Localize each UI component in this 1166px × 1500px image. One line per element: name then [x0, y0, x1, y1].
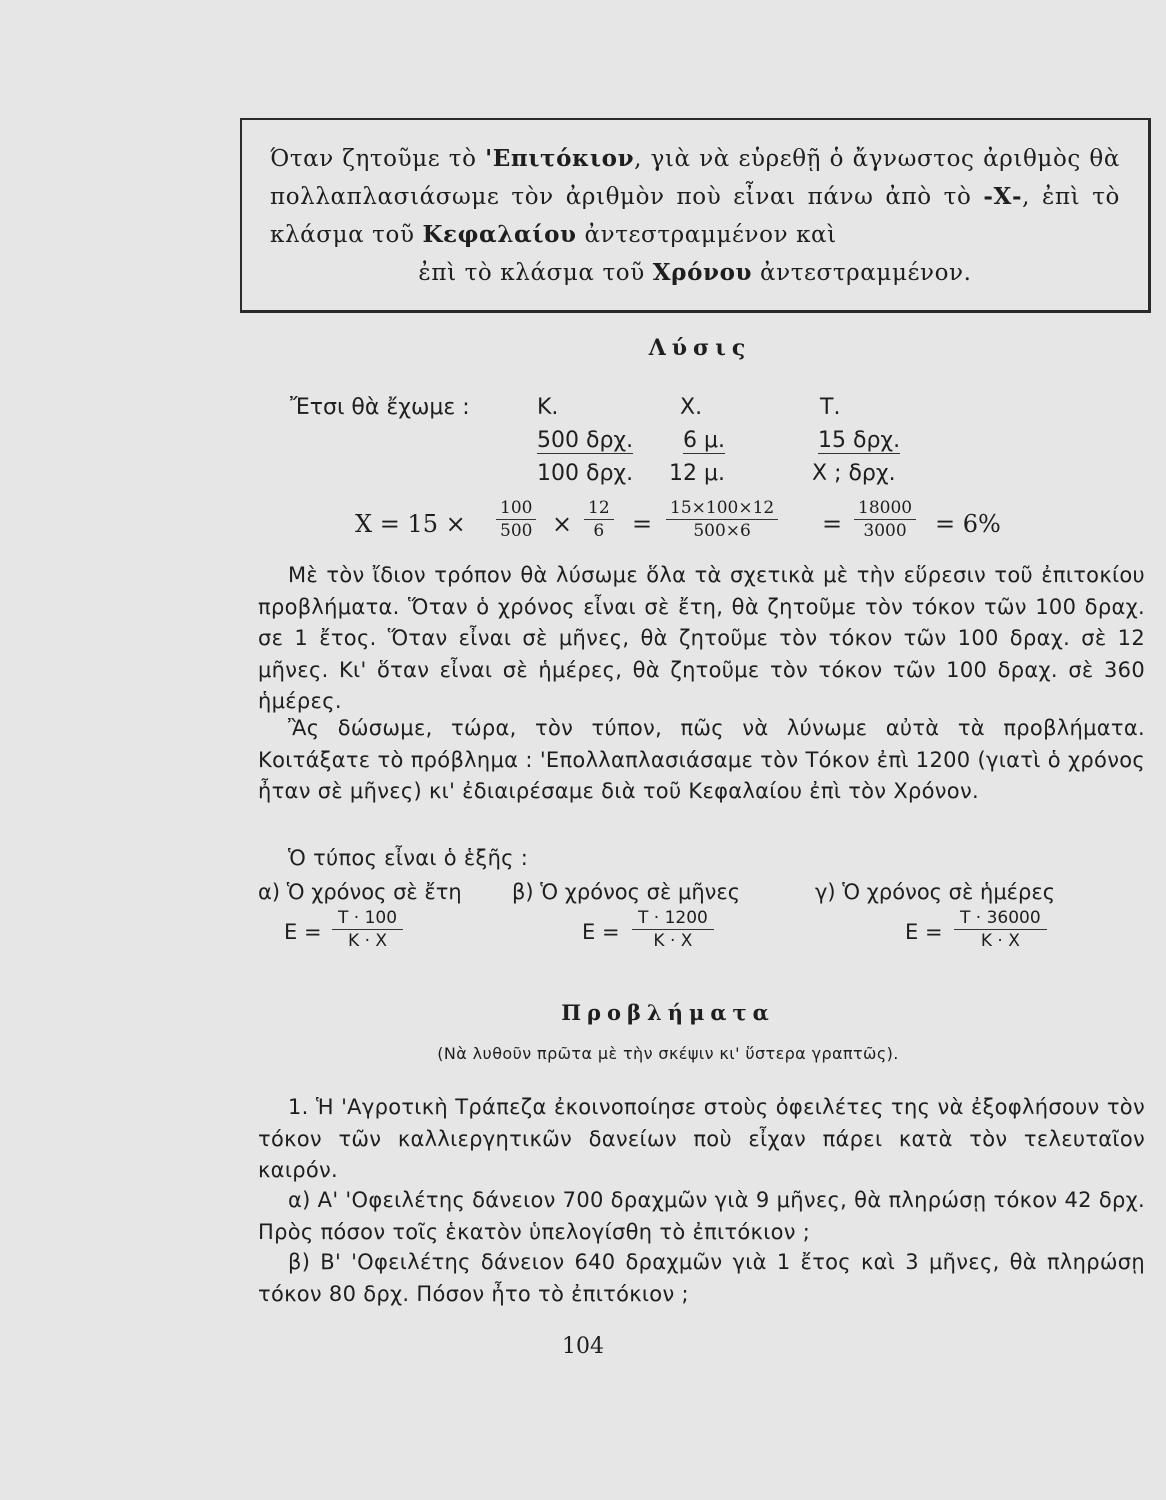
col-x-header: Χ. — [680, 395, 703, 420]
formula-frac-days: $\frac{T \cdot 36000}{K \cdot X}$ — [954, 907, 1047, 952]
formula-label-days: γ) Ὁ χρόνος σὲ ἡμέρες — [815, 880, 1056, 904]
formula-lhs: Χ = 15 × — [355, 510, 466, 538]
formula-frac-3: $\frac{15\times 100\times 12}{500\times 6}$ — [666, 497, 778, 542]
col-x-row1: 6 μ. — [683, 428, 725, 453]
formula-label-years: α) Ὁ χρόνος σὲ ἔτη — [258, 880, 462, 904]
problems-heading: Προβλήματα — [561, 1000, 775, 1025]
formula-frac-months: $\frac{T \cdot 1200}{K \cdot X}$ — [632, 907, 714, 952]
paragraph-3: Ὁ τύπος εἶναι ὁ ἑξῆς : — [288, 846, 529, 870]
formula-frac-years: $\frac{T \cdot 100}{K \cdot X}$ — [332, 907, 403, 952]
formula-result: = 6% — [935, 510, 1001, 538]
formula-label-months: β) Ὁ χρόνος σὲ μῆνες — [512, 880, 741, 904]
col-t-header: Τ. — [820, 395, 841, 420]
problems-subheading: (Νὰ λυθοῦν πρῶτα μὲ τὴν σκέψιν κι' ὕστερα γραπτῶς). — [437, 1044, 899, 1063]
page-number: 104 — [562, 1334, 604, 1359]
formula-e-months: Ε = — [582, 920, 620, 944]
col-k-header: Κ. — [537, 395, 559, 420]
formula-e-years: Ε = — [284, 920, 322, 944]
formula-frac-2: $\frac{12}{6}$ — [584, 497, 614, 542]
col-x-row2: 12 μ. — [669, 461, 725, 486]
solution-intro: Ἔτσι θὰ ἔχωμε : — [290, 395, 470, 420]
formula-eq-1: = — [632, 510, 653, 538]
col-t-row2: Χ ; δρχ. — [812, 461, 896, 486]
col-k-row2: 100 δρχ. — [537, 461, 634, 486]
col-t-row1: 15 δρχ. — [818, 428, 901, 453]
formula-e-days: Ε = — [905, 920, 943, 944]
paragraph-1: Μὲ τὸν ἴδιον τρόπον θὰ λύσωμε ὅλα τὰ σχετικὰ μὲ τὴν εὕρεσιν τοῦ ἐπιτοκίου προβλήματα. Ὅταν ὁ χρόνος εἶναι σὲ ἔτη, θὰ ζητοῦμε τὸν τόκον τῶν 100 δραχ. σε 1 ἔτος. Ὅταν εἶναι σὲ μῆνες, θὰ ζητοῦμε τὸν τόκον τῶν 100 δραχ. σὲ 12 μῆνες. Κι' ὅταν εἶναι σὲ ἡμέρες, θὰ ζητοῦμε τὸν τόκον τῶν 100 δραχ. σὲ 360 ἡμέρες. — [258, 563, 1145, 713]
formula-frac-1: $\frac{100}{500}$ — [496, 497, 536, 542]
solution-heading: Λύσις — [648, 335, 752, 361]
formula-eq-2: = — [822, 510, 843, 538]
formula-frac-4: $\frac{18000}{3000}$ — [854, 497, 916, 542]
problem-1a: α) Α' 'Οφειλέτης δάνειον 700 δραχμῶν γιὰ 9 μῆνες, θὰ πληρώσῃ τόκον 42 δρχ. Πρὸς πόσον τοῖς ἑκατὸν ὑπελογίσθη τὸ ἐπιτόκιον ; — [258, 1188, 1145, 1244]
paragraph-2: Ἂς δώσωμε, τώρα, τὸν τύπον, πῶς νὰ λύνωμε αὐτὰ τὰ προβλήματα. Κοιτάξατε τὸ πρόβλημα : 'Επολλαπλασιάσαμε τὸν Τόκον ἐπὶ 1200 (γιατὶ ὁ χρόνος ἦταν σὲ μῆνες) κι' ἐδιαιρέσαμε διὰ τοῦ Κεφαλαίου ἐπὶ τὸν Χρόνον. — [258, 716, 1145, 803]
formula-times: × — [552, 510, 573, 538]
rule-text: Όταν ζητοῦμε τὸ 'Επιτόκιον, γιὰ νὰ εὑρεθῇ ὁ ἄγνωστος ἀριθμὸς θὰ πολλαπλασιάσωμε τὸν ἀριθμὸν ποὺ εἶναι πάνω ἀπὸ τὸ -Χ-, ἐπὶ τὸ κλάσμα τοῦ Κεφαλαίου ἀντεστραμμένον καὶ ἐπὶ τὸ κλάσμα τοῦ Χρόνου ἀντεστραμμένον. — [270, 145, 1121, 286]
problem-1: 1. Ἡ 'Αγροτικὴ Τράπεζα ἐκοινοποίησε στοὺς ὀφειλέτες της νὰ ἐξοφλήσουν τὸν τόκον τῶν καλλιεργητικῶν δανείων ποὺ εἶχαν πάρει κατὰ τὸν τελευταῖον καιρόν. — [258, 1095, 1145, 1182]
problem-1b: β) Β' 'Οφειλέτης δάνειον 640 δραχμῶν γιὰ 1 ἔτος καὶ 3 μῆνες, θὰ πληρώσῃ τόκον 80 δρχ. Πόσον ἦτο τὸ ἐπιτόκιον ; — [258, 1250, 1145, 1306]
col-k-row1: 500 δρχ. — [537, 428, 634, 453]
